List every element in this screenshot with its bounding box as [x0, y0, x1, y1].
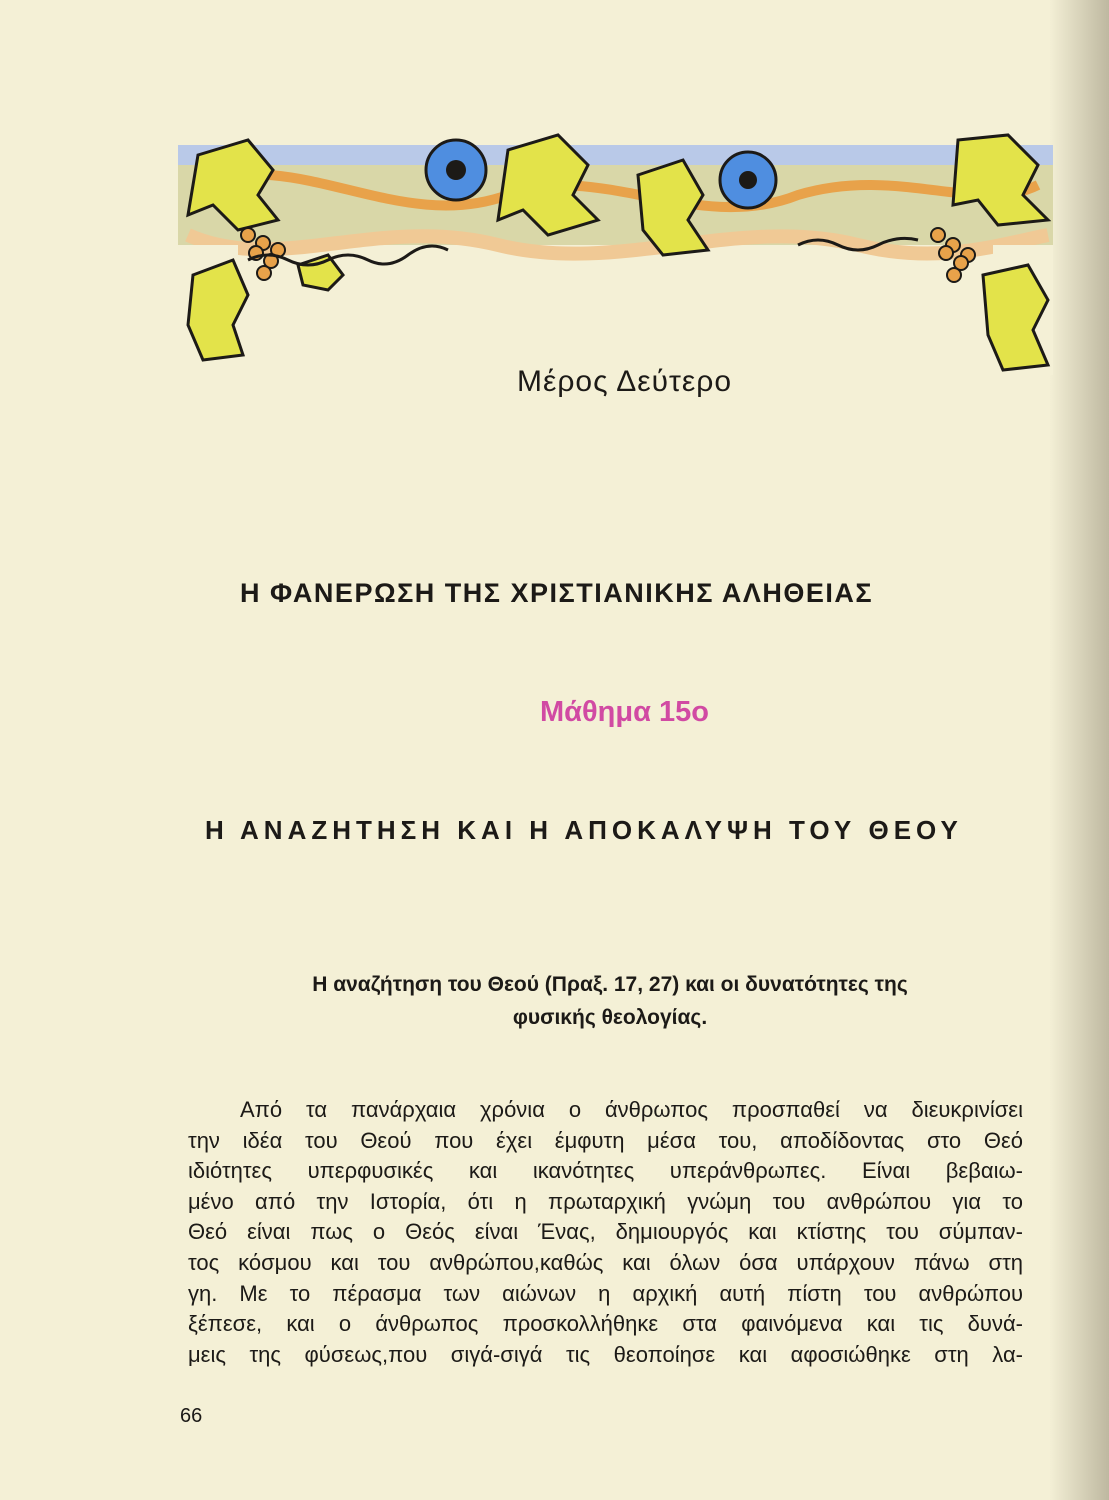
page-number: 66: [180, 1405, 203, 1427]
paragraph-line: Θεό είναι πως ο Θεός είναι Ένας, δημιουργός και κτίστης του σύμπαν-: [188, 1219, 1023, 1245]
part-title: Μέρος Δεύτερο: [516, 365, 733, 398]
chapter-title: Η ΑΝΑΖΗΤΗΣΗ ΚΑΙ Η ΑΠΟΚΑΛΥΨΗ ΤΟΥ ΘΕΟΥ: [205, 815, 963, 845]
subtitle-line: Η αναζήτηση του Θεού (Πραξ. 17, 27) και οι δυνατότητες της: [312, 973, 908, 996]
paragraph-line: γη. Με το πέρασμα των αιώνων η αρχική αυτή πίστη του ανθρώπου: [188, 1280, 1023, 1306]
lesson-title: Μάθημα 15ο: [540, 696, 709, 728]
vine-ornament-header: [178, 125, 1053, 390]
paragraph-line: μένο από την Ιστορία, ότι η πρωταρχική γνώμη του ανθρώπου για το: [188, 1188, 1023, 1214]
subtitle: [240, 968, 980, 1034]
page-edge-shadow: [1049, 0, 1109, 1500]
paragraph-line: ιδιότητες υπερφυσικές και ικανότητες υπεράνθρωπες. Είναι βεβαιω-: [188, 1158, 1023, 1184]
paragraph-line: μεις της φύσεως,που σιγά-σιγά τις θεοποίησε και αφοσιώθηκε στη λα-: [188, 1341, 1023, 1367]
paragraph-line: τος κόσμου και του ανθρώπου,καθώς και όλων όσα υπάρχουν πάνω στη: [188, 1249, 1023, 1275]
paragraph-line: την ιδέα του Θεού που έχει έμφυτη μέσα του, αποδίδοντας στο Θεό: [188, 1127, 1023, 1153]
body-paragraph: [188, 1095, 1023, 1370]
paragraph-line: Από τα πανάρχαια χρόνια ο άνθρωπος προσπαθεί να διευκρινίσει: [240, 1097, 1023, 1122]
subtitle-line: φυσικής θεολογίας.: [512, 1006, 708, 1029]
section-title: Η ΦΑΝΕΡΩΣΗ ΤΗΣ ΧΡΙΣΤΙΑΝΙΚΗΣ ΑΛΗΘΕΙΑΣ: [240, 578, 874, 608]
paragraph-line: ξέπεσε, και ο άνθρωπος προσκολλήθηκε στα φαινόμενα και τις δυνά-: [188, 1311, 1023, 1337]
